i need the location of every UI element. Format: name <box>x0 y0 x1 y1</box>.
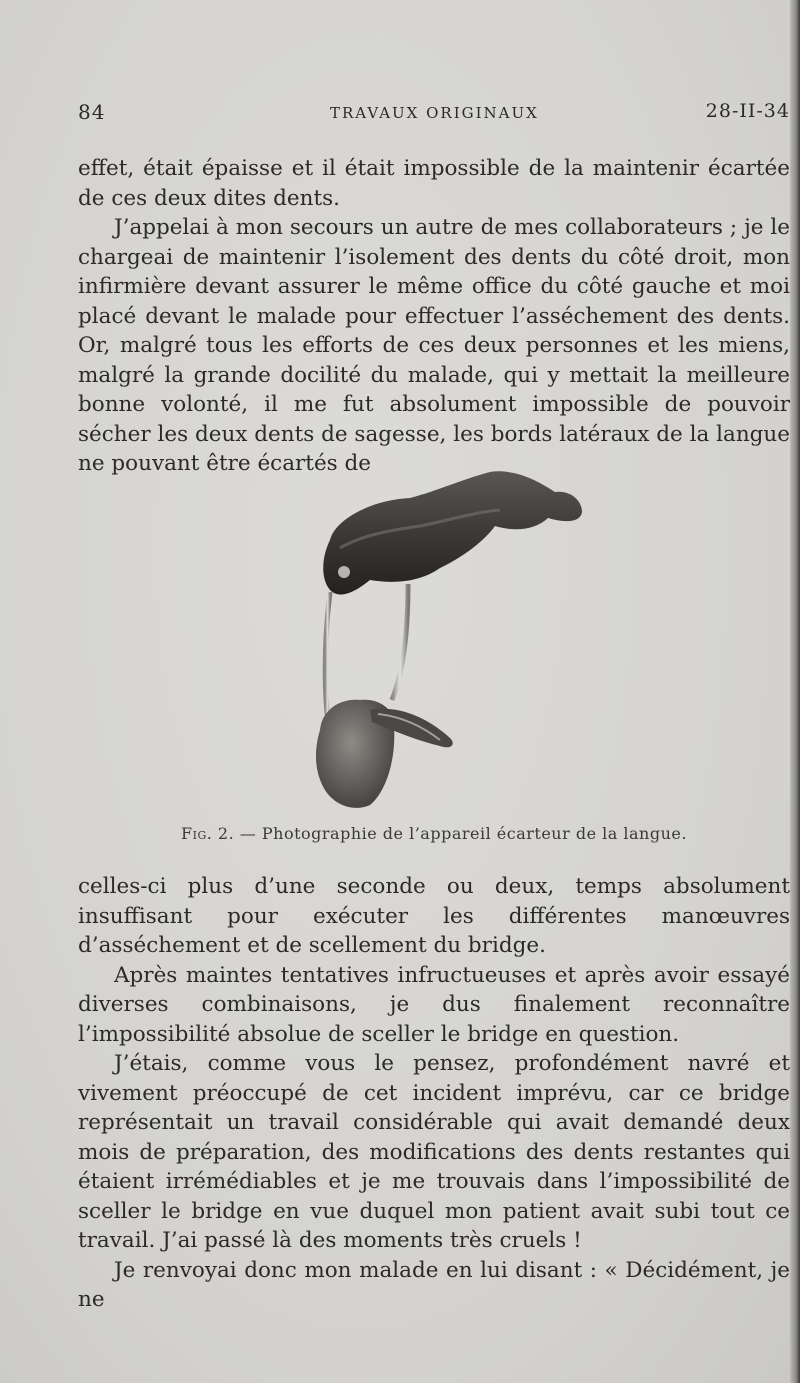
right-wire <box>392 584 408 700</box>
running-title: TRAVAUX ORIGINAUX <box>330 104 539 122</box>
text-block-top <box>78 154 790 479</box>
paragraph: Après maintes tentatives infructueuses et après avoir essayé diverses combinaisons, je dus finalement reconnaître l’impossibilité absolue de sceller le bridge en question. <box>78 962 790 1047</box>
paragraph: J’étais, comme vous le pensez, profondément navré et vivement préoccupé de cet incident imprévu, car ce bridge représentait un travail considérable qui avait demandé deux mois de préparation, des modifications des dents restantes qui étaient irrémédiables et je me trouvais dans l’impossibilité de sceller le bridge en vue duquel mon patient avait subi tout ce travail. J’ai passé là des moments très cruels ! <box>78 1051 790 1253</box>
page-number: 84 <box>78 100 106 124</box>
figure-caption-text: — Photographie de l’appareil écarteur de la langue. <box>234 824 687 843</box>
upper-tray-shape <box>323 471 582 594</box>
figure-caption <box>78 824 790 843</box>
figure-label: Fig. 2. <box>181 824 235 843</box>
paragraph: J’appelai à mon secours un autre de mes collaborateurs ; je le chargeai de maintenir l’isolement des dents du côté droit, mon infirmière devant assurer le même office du côté gauche et moi placé devant le malade pour effectuer l’asséchement des dents. Or, malgré tous les efforts de ces deux personnes et les miens, malgré la grande docilité du malade, qui y mettait la meilleure bonne volonté, il me fut absolument impossible de pouvoir sécher les deux dents de sagesse, les bords latéraux de la langue ne pouvant être écartés de <box>78 215 790 476</box>
left-wire <box>325 592 330 722</box>
running-head <box>78 100 790 130</box>
tongue-retractor-image <box>300 460 590 815</box>
paragraph: effet, était épaisse et il était impossible de la maintenir écartée de ces deux dites dents. <box>78 156 790 211</box>
running-date: 28-II-34 <box>705 100 790 122</box>
page-edge-shadow <box>790 0 800 1383</box>
figure-photo-tongue-retractor <box>300 460 590 815</box>
paragraph: celles-ci plus d’une seconde ou deux, temps absolument insuffisant pour exécuter les différentes manœuvres d’asséchement et de scellement du bridge. <box>78 874 790 958</box>
text-block-bottom <box>78 872 790 1315</box>
paragraph: Je renvoyai donc mon malade en lui disant : « Décidément, je ne <box>78 1257 790 1312</box>
